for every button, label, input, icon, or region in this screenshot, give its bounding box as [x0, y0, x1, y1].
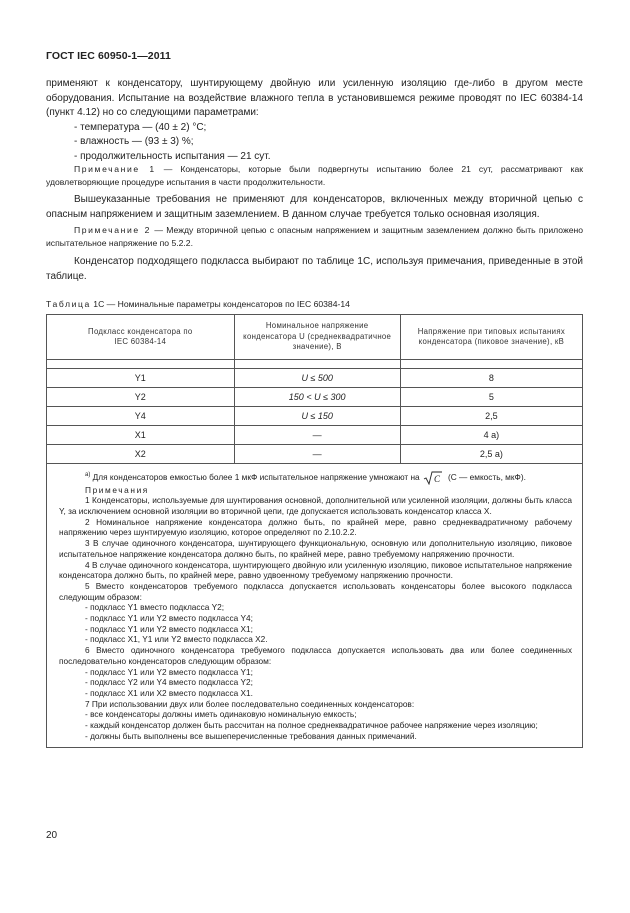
paragraph-3: Конденсатор подходящего подкласса выбирают по таблице 1С, используя примечания, приведенные в этой таблице.	[46, 256, 583, 282]
table-cell: 5	[400, 388, 582, 407]
note-item: 6 Вместо одиночного конденсатора требуемого подкласса допускается использовать два или более соединенных последовательно конденсаторов следующим образом:	[59, 645, 572, 666]
list-item: - влажность — (93 ± 3) %;	[74, 136, 194, 147]
table-notes-row	[47, 464, 583, 748]
table-cell: Y1	[47, 369, 235, 388]
note-item: 3 В случае одиночного конденсатора, шунтирующего функциональную, основную или дополнительную изоляцию, пиковое испытательное напряжение конденсатора должно быть, по крайней мере, равно требуемому напряжению прочности.	[59, 538, 572, 559]
table-row	[47, 369, 583, 388]
note-sub-item: - подкласс Y2 или Y4 вместо подкласса Y2;	[85, 677, 253, 688]
list-item: - температура — (40 ± 2) °С;	[74, 121, 207, 133]
note-item: 2 Номинальное напряжение конденсатора должно быть, по крайней мере, равно среднеквадратичному рабочему напряжению через шунтируемую изоляцию, которое определяют по 2.10.2.2.	[59, 516, 572, 538]
note-item: 1 Конденсаторы, используемые для шунтирования основной, дополнительной или усиленной изоляции, должны быть класса Y, за исключением основной изоляции во вторичной цепи, где допускается использовать конденсатор класса X.	[59, 495, 572, 516]
note-2	[46, 224, 583, 250]
note-sub-item: - подкласс X1 или X2 вместо подкласса X1.	[85, 687, 253, 698]
table-cell: 150 < U ≤ 300	[234, 388, 400, 407]
note-sub-item: - подкласс Y1 или Y2 вместо подкласса Y4;	[85, 613, 253, 624]
table-cell: 4 a)	[400, 426, 582, 445]
footnote-mark: a)	[85, 472, 91, 478]
table-cell: U ≤ 150	[234, 407, 400, 426]
table-cell: —	[234, 445, 400, 464]
table-header-cell: Подкласс конденсатора по IEC 60384-14	[47, 315, 235, 360]
note-sub-item: - подкласс Y1 или Y2 вместо подкласса Y1;	[85, 666, 253, 677]
footnote-text-end: (С — емкость, мкФ).	[445, 471, 526, 482]
table-footnote	[59, 470, 572, 485]
note-1-text: — Конденсаторы, которые были подвергнуты испытанию более 21 сут, рассматривают как удовлетворяющие процедуре испытания в части продолжительности.	[46, 164, 584, 187]
sqrt-variable: C	[433, 473, 440, 484]
table-notes	[47, 464, 583, 748]
table-row	[47, 388, 583, 407]
note-sub-item: - должны быть выполнены все вышеперечисленные требования данных примечаний.	[85, 730, 417, 741]
list-item: - продолжительность испытания — 21 сут.	[74, 150, 271, 162]
note-item: 4 В случае одиночного конденсатора, шунтирующего двойную или усиленную изоляцию, пиковое испытательное напряжение конденсатора должно быть, по крайней мере, равно удвоенному требуемому напряжению прочности.	[59, 559, 572, 581]
table-cell: X1	[47, 426, 235, 445]
notes-label: Примечания	[85, 484, 149, 495]
table-cell: 2,5 a)	[400, 445, 582, 464]
table-header-row	[47, 315, 583, 360]
table-header-cell: Номинальное напряжение конденсатора U (среднеквадратичное значение), В	[234, 315, 400, 360]
note-sub-item: - подкласс Y1 или Y2 вместо подкласса X1;	[85, 623, 253, 634]
paragraph-1	[46, 77, 583, 164]
square-root-symbol	[423, 471, 443, 485]
table-gap-row	[47, 360, 583, 369]
table-cell: X2	[47, 445, 235, 464]
table-cell: U ≤ 500	[234, 369, 400, 388]
table-caption-text: 1С — Номинальные параметры конденсаторов по IEC 60384-14	[90, 299, 350, 309]
page-number: 20	[46, 830, 58, 841]
note-sub-item: - каждый конденсатор должен быть рассчитан на полное среднеквадратичное рабочее напряжение через изоляцию;	[85, 720, 538, 731]
table-caption-label: Таблица	[46, 299, 91, 309]
document-header: ГОСТ IEC 60950-1—2011	[46, 50, 171, 62]
table-cell: Y4	[47, 407, 235, 426]
table-header-cell: Напряжение при типовых испытаниях конденсатора (пиковое значение), кВ	[400, 315, 582, 360]
note-sub-item: - подкласс Y1 вместо подкласса Y2;	[85, 602, 225, 613]
paragraph-1-text: применяют к конденсатору, шунтирующему двойную или усиленную изоляцию где-либо в другом месте оборудования. Испытание на воздействие влажного тепла в установившемся режиме проводят по IEC 60384-14 (пункт 4.12) но со следующими параметрами:	[46, 78, 583, 118]
table-row	[47, 407, 583, 426]
note-2-label: Примечание 2	[74, 225, 152, 235]
table-cell: —	[234, 426, 400, 445]
table-cell: Y2	[47, 388, 235, 407]
table-row	[47, 445, 583, 464]
note-sub-item: - подкласс X1, Y1 или Y2 вместо подкласса X2.	[85, 634, 268, 645]
capacitor-table	[46, 314, 583, 748]
note-1-label: Примечание 1	[74, 164, 156, 174]
test-parameters-list	[46, 121, 583, 165]
table-row	[47, 426, 583, 445]
note-item: 5 Вместо конденсаторов требуемого подкласса допускается использовать конденсаторы более высокого подкласса следующим образом:	[59, 580, 572, 602]
table-cell: 2,5	[400, 407, 582, 426]
paragraph-2: Вышеуказанные требования не применяют для конденсаторов, включенных между вторичной цепью с опасным напряжением и защитным заземлением. В данном случае требуется только основная изоляция.	[46, 194, 583, 220]
table-caption	[46, 299, 350, 309]
note-item: 7 При использовании двух или более последовательно соединенных конденсаторов:	[85, 698, 415, 709]
table-cell: 8	[400, 369, 582, 388]
footnote-text: Для конденсаторов емкостью более 1 мкФ испытательное напряжение умножают на	[90, 471, 420, 482]
note-2-text: — Между вторичной цепью с опасным напряжением и защитным заземлением должно быть приложено испытательное напряжение по 5.2.2.	[46, 225, 584, 248]
note-1	[46, 163, 583, 189]
note-sub-item: - все конденсаторы должны иметь одинаковую номинальную емкость;	[85, 709, 357, 720]
